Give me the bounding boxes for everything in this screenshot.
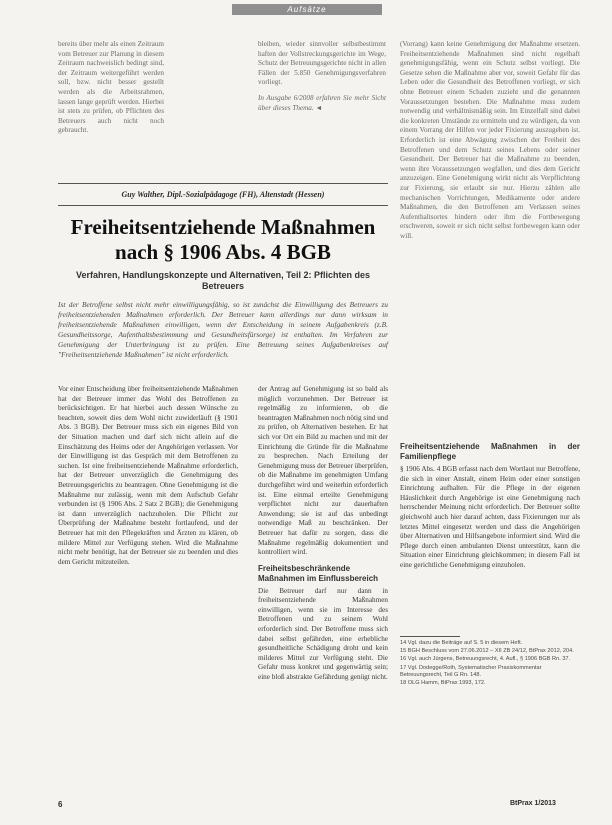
section-tag: Aufsätze <box>232 4 382 15</box>
footnote: 14 Vgl. dazu die Beiträge auf S. 5 in diesem Heft. <box>400 640 523 646</box>
page-number: 6 <box>58 800 63 809</box>
author-line: Guy Walther, Dipl.-Sozialpädagoge (FH), Altenstadt (Hessen) <box>121 190 325 199</box>
footnote: 18 OLG Hamm, BtPrax 1993, 172. <box>400 680 486 687</box>
footnote-rule <box>400 636 460 637</box>
body-left-column <box>58 385 238 790</box>
footnotes <box>400 640 580 688</box>
body-middle-column <box>258 385 388 790</box>
top-left-column <box>58 40 164 176</box>
author-rule-bottom <box>58 205 388 206</box>
title-line-1: Freiheitsentziehende Maßnahmen <box>70 215 376 239</box>
body-middle-text: der Antrag auf Genehmigung ist so bald als möglich vorzunehmen. Der Betreuer ist regelmäßig zu informieren, ob die beantragten Maßnahmen noch nötig sind und zu prüfen, ob Alternativen bestehen. Er hat sich vor Ort ein Bild zu machen und mit der Einrichtung die Gründe für die Maßnahme zu besprechen. Nach Erteilung der Genehmigung muss der Betreuer überprüfen, ob die Maßnahme im genehmigten Umfang durchgeführt wird und weiterhin erforderlich ist. Eine einmal erteilte Genehmigung verpflichtet nicht zur dauerhaften Anwendung; sie ist auf das unbedingt notwendige Maß zu beschränken. Der Betreuer hat dafür zu sorgen, dass die Maßnahme regelmäßig dokumentiert und kontrolliert wird. <box>258 385 388 557</box>
body-right-text: § 1906 Abs. 4 BGB erfasst nach dem Wortlaut nur Betroffene, die sich in einer Anstalt, einem Heim oder einer sonstigen Einrichtung aufhalten. Für die Pflege in der eigenen Häuslichkeit durch Angehörige ist eine Genehmigung nach herrschender Meinung nicht erforderlich. Der Betreuer sollte gleichwohl auch hier darauf achten, dass Fixierungen nur als letztes Mittel eingesetzt werden und dass die Angehörigen über Alternativen und Hilfsangebote informiert sind. Wird die Pflege durch einen ambulanten Dienst unterstützt, kann die Situation einer Einrichtung gleichkommen; in diesem Fall ist eine gerichtliche Genehmigung einzuholen. <box>400 465 580 569</box>
article-lead: Ist der Betroffene selbst nicht mehr einwilligungsfähig, so ist zunächst die Einwilligung des Betreuers zu freiheitsentziehenden Maßnahmen erforderlich. Der Betreuer kann allerdings nur dann wirksam in freiheitsentziehende Maßnahmen einwilligen, wenn der Entscheidung in seinem Aufgabenkreis (z.B. Gesundheitssorge, Aufenthaltsbestimmung und Gesundheitsfürsorge) ist enthalten. Im Verfahren zur Genehmigung der Unterbringung ist zu prüfen. Eine Betreuung seines Aufgabenkreises auf "Freiheitsentziehende Maßnahmen" ist nicht erforderlich. <box>58 300 388 359</box>
body-right-column <box>400 436 580 634</box>
top-middle-column <box>258 40 386 176</box>
body-left-text: Vor einer Entscheidung über freiheitsentziehende Maßnahmen hat der Betreuer immer das Wohl des Betroffenen zu berücksichtigen. Er hat hierbei auch dessen Wünsche zu beachten, soweit dies dem Wohl nicht zuwiderläuft (§ 1901 Abs. 3 BGB). Der Betreuer muss sich ein eigenes Bild von der Situation machen und darf sich nicht allein auf die Einschätzung des Heims oder der Angehörigen verlassen. Vor der Einwilligung ist das Gespräch mit dem Betroffenen zu suchen. Ist eine freiheitsentziehende Maßnahme erforderlich, hat der Betreuer unverzüglich die Genehmigung des Betreuungsgerichts zu beantragen. Ohne Genehmigung ist die Maßnahme nur zulässig, wenn mit dem Aufschub Gefahr verbunden ist (§ 1906 Abs. 2 Satz 2 BGB); die Genehmigung ist dann unverzüglich nachzuholen. Die Pflicht zur Überprüfung der Maßnahme besteht fortlaufend, und der Betreuer hat mit den Pflegekräften und Ärzten zu klären, ob mildere Mittel zur Verfügung stehen. Wird die Maßnahme nicht mehr benötigt, hat der Betreuer sie zu beenden und dies dem Gericht mitzuteilen. <box>58 385 238 566</box>
top-middle-text: bleiben, wieder sinnvoller selbstbestimmt haften der Vollstreckungsgerichte im Wege, Schutz der Betreuungsgerichte nicht in allen Fällen der 5.850 Genehmigungsverfahren vorliegt. <box>258 40 386 87</box>
article-title <box>58 215 388 265</box>
title-line-2: nach § 1906 Abs. 4 BGB <box>115 240 331 264</box>
end-mark: ◄ <box>315 103 323 112</box>
footnote: 17 Vgl. Dodegge/Roth, Systematischer Praxiskommentar Betreuungsrecht, Teil G Rn. 148. <box>400 664 542 678</box>
top-middle-note: In Ausgabe 6/2008 erfahren Sie mehr Sicht über dieses Thema. ◄ <box>258 93 386 112</box>
body-middle-heading: Freiheitsbeschränkende Maßnahmen im Einflussbereich <box>258 563 379 583</box>
journal-issue: BtPrax 1/2013 <box>510 800 556 807</box>
article-subtitle: Verfahren, Handlungskonzepte und Alternativen, Teil 2: Pflichten des Betreuers <box>75 270 371 291</box>
footnote: 16 Vgl. auch Jürgens, Betreuungsrecht, 4. Aufl., § 1906 BGB Rn. 37. <box>400 656 571 663</box>
author-rule-top <box>58 183 388 184</box>
body-middle-text-2: Die Betreuer darf nur dann in freiheitsentziehende Maßnahmen einwilligen, wenn sie im Interesse des Betroffenen und zu seinem Wohl erforderlich sind. Der Betroffene muss sich dabei selbst gefährden, eine erhebliche gesundheitliche Schädigung droht und kein milderes Mittel zur Verfügung steht. Die Gefahr muss konkret und gegenwärtig sein; eine bloß abstrakte Gefährdung genügt nicht. <box>258 586 388 682</box>
body-right-heading: Freiheitsentziehende Maßnahmen in der Familienpflege <box>400 442 580 461</box>
top-right-text: (Vorrang) kann keine Genehmigung der Maßnahme ersetzen. Freiheitsentziehende Maßnahmen sind nicht regelhaft genehmigungsfähig, wenn ein Schutz selbst vorliegt. Die Gesetze sehen die Maßnahme aber vor, soweit Gefahr für das Leben oder die Gesundheit des Betroffenen vorliegt, er sich ohne Betreuer einem Schaden zuzieht und die genannten Voraussetzungen bestehen. Die Maßnahme muss zudem notwendig und verhältnismäßig sein. Im Einzelfall sind dabei die konkreten Umstände zu ermitteln und zu würdigen, da von einem Vorrang der Hilfen vor jeder Fixierung auszugehen ist. Erforderlich ist eine Abwägung zwischen der Freiheit des Betroffenen und dem Schutz seines Lebens oder seiner Gesundheit. Der Betreuer hat die Maßnahme zu beenden, wenn ihre Voraussetzungen wegfallen, und dies dem Gericht anzuzeigen. Eine Genehmigung wirkt nicht als Verpflichtung zur Fixierung, sie erlaubt sie nur. Hierzu zählen alle mechanischen Vorrichtungen, Medikamente oder andere Maßnahmen, die den Betroffenen am Verlassen seines Aufenthaltsortes hindern oder ihm die Fortbewegung erschweren, soweit er sich nicht selbst fortbewegen kann oder will. <box>400 40 580 240</box>
top-left-text: bereits über mehr als einen Zeitraum vom Betreuer zur Planung in diesem Zeitraum nachweislich bedingt sind, der Zeitraum weitergeführt werden soll, bzw. nicht besser gestellt werden als die Arbeitsrahmen, lassen lange geprüft werden. Hierbei ist stets zu prüfen, ob Pflichten des Betreuers auch nicht noch gebraucht. <box>58 40 164 135</box>
top-right-column <box>400 40 580 430</box>
footnote: 15 BGH Beschluss vom 27.06.2012 – XII ZB 24/12, BtPrax 2012, 204. <box>400 648 574 655</box>
